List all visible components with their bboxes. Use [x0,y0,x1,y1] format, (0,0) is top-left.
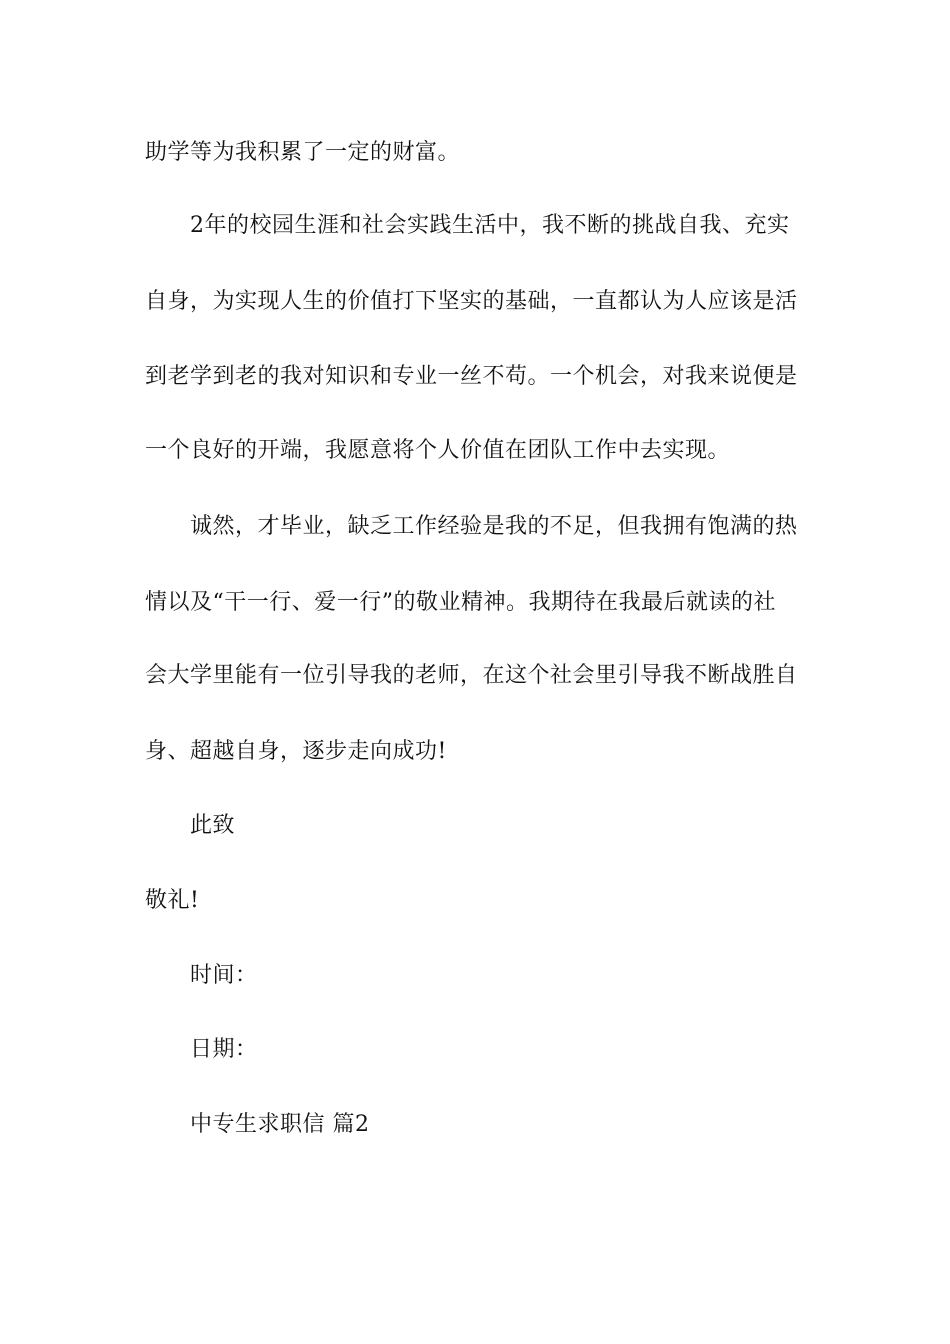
paragraph-line: 身、超越自身，逐步走向成功! [145,739,447,764]
paragraph-line: 诚然，才毕业，缺乏工作经验是我的不足，但我拥有饱满的热 [190,514,798,539]
time-label: 时间： [190,963,258,988]
paragraph-line: 自身，为实现人生的价值打下坚实的基础，一直都认为人应该是活 [145,289,798,314]
closing-salutation: 此致 [190,813,236,838]
date-label: 日期： [190,1037,258,1062]
section-heading: 中专生求职信 篇2 [190,1112,370,1137]
paragraph-line: 会大学里能有一位引导我的老师，在这个社会里引导我不断战胜自 [145,663,798,688]
paragraph-line: 一个良好的开端，我愿意将个人价值在团队工作中去实现。 [145,438,731,463]
paragraph-line: 情以及“干一行、爱一行”的敬业精神。我期待在我最后就读的社 [145,590,776,615]
closing-regards: 敬礼! [145,888,200,913]
paragraph-line: 2年的校园生涯和社会实践生活中，我不断的挑战自我、充实 [190,213,790,238]
paragraph-line: 到老学到老的我对知识和专业一丝不苟。一个机会，对我来说便是 [145,364,798,389]
paragraph-line: 助学等为我积累了一定的财富。 [145,140,461,165]
